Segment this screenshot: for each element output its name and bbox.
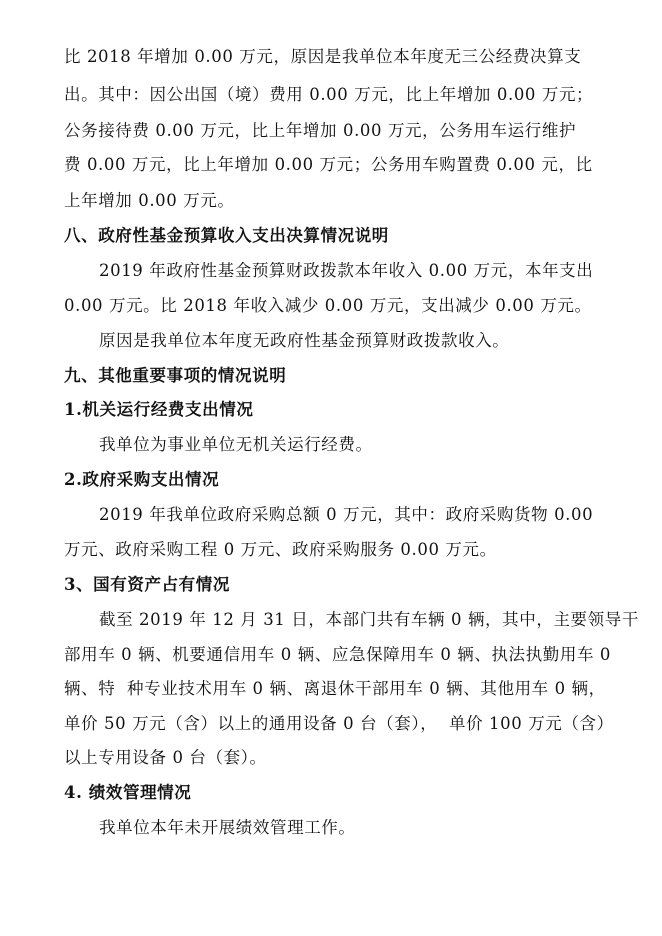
subsection-heading: 4. 绩效管理情况 bbox=[64, 783, 192, 802]
text-line: 2019 年我单位政府采购总额 0 万元，其中：政府采购货物 0.00 bbox=[99, 505, 594, 524]
text-line: 原因是我单位本年度无政府性基金预算财政拨款收入。 bbox=[99, 331, 510, 350]
text-line: 万元、政府采购工程 0 万元、政府采购服务 0.00 万元。 bbox=[64, 540, 497, 559]
text-line: 费 0.00 万元，比上年增加 0.00 万元；公务用车购置费 0.00 元，比 bbox=[64, 155, 593, 174]
text-line: 单价 50 万元（含）以上的通用设备 0 台（套）， 单价 100 万元（含） bbox=[64, 714, 614, 733]
text-line: 部用车 0 辆、机要通信用车 0 辆、应急保障用车 0 辆、执法执勤用车 0 bbox=[64, 645, 612, 664]
subsection-heading: 2.政府采购支出情况 bbox=[64, 470, 220, 489]
text-line: 0.00 万元。比 2018 年收入减少 0.00 万元，支出减少 0.00 万元。 bbox=[64, 296, 592, 315]
text-line: 上年增加 0.00 万元。 bbox=[64, 191, 235, 210]
text-line: 辆、特 种专业技术用车 0 辆、离退休干部用车 0 辆、其他用车 0 辆， bbox=[64, 679, 606, 698]
text-line: 公务接待费 0.00 万元，比上年增加 0.00 万元，公务用车运行维护 bbox=[64, 121, 577, 140]
text-line: 以上专用设备 0 台（套）。 bbox=[64, 748, 267, 767]
text-line: 我单位为事业单位无机关运行经费。 bbox=[99, 435, 373, 454]
text-line: 截至 2019 年 12 月 31 日，本部门共有车辆 0 辆，其中，主要领导干 bbox=[99, 610, 639, 629]
text-line: 比 2018 年增加 0.00 万元，原因是我单位本年度无三公经费决算支 bbox=[64, 47, 582, 66]
text-line: 2019 年政府性基金预算财政拨款本年收入 0.00 万元，本年支出 bbox=[99, 261, 594, 280]
text-line: 出。其中：因公出国（境）费用 0.00 万元，比上年增加 0.00 万元； bbox=[64, 85, 594, 104]
text-line: 我单位本年未开展绩效管理工作。 bbox=[99, 818, 356, 837]
subsection-heading: 3、国有资产占有情况 bbox=[64, 575, 230, 594]
subsection-heading: 1.机关运行经费支出情况 bbox=[64, 400, 254, 419]
section-heading: 九、其他重要事项的情况说明 bbox=[64, 366, 287, 385]
section-heading: 八、政府性基金预算收入支出决算情况说明 bbox=[64, 226, 389, 245]
